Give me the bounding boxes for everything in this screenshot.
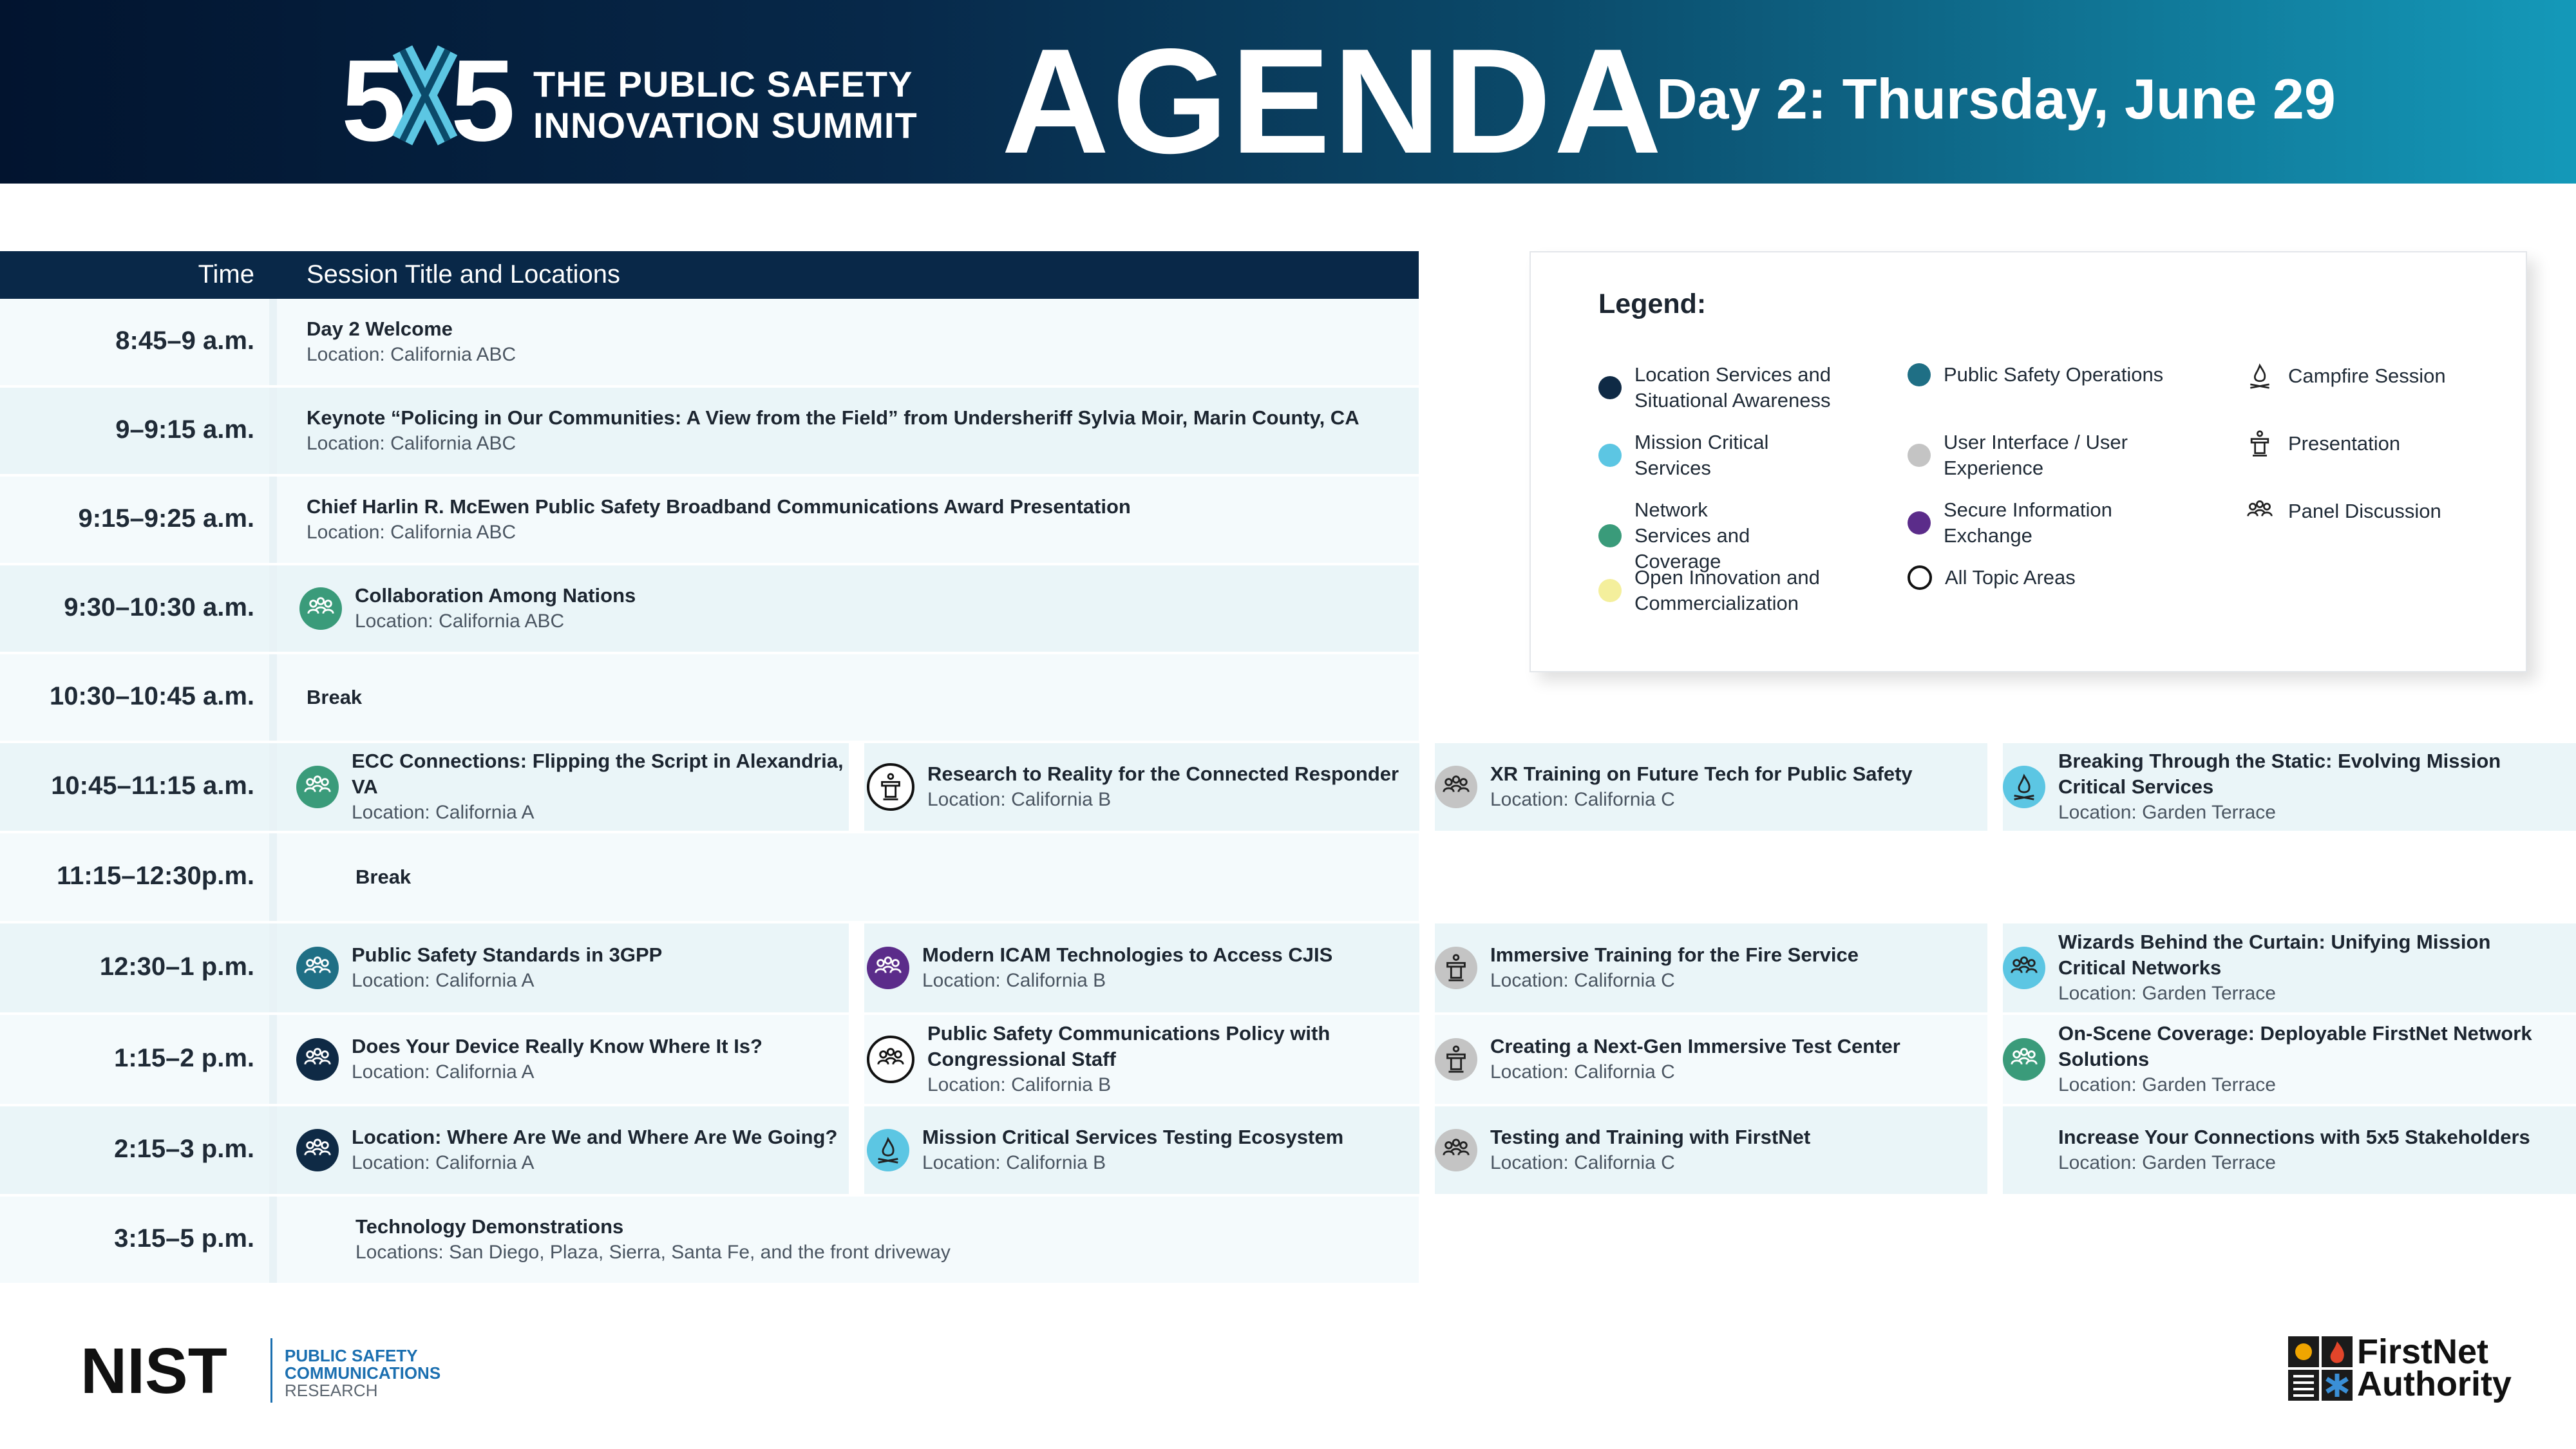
session-cell [867, 923, 1419, 1012]
cell-gap [849, 923, 864, 1012]
people-group-icon [296, 1129, 339, 1171]
session-text [355, 583, 636, 634]
session-text [927, 1021, 1419, 1098]
session-location: Location: California ABC [307, 522, 516, 543]
topic-dot-icon [1598, 376, 1622, 399]
session-cell [307, 477, 1414, 563]
legend-label: Presentation [2288, 432, 2401, 455]
campfire-icon [2246, 362, 2274, 390]
time-divider [269, 743, 277, 831]
session-cell [2003, 1106, 2557, 1194]
topic-dot-icon [1908, 363, 1931, 386]
session-text [307, 494, 1131, 545]
topic-dot-icon [1598, 579, 1622, 602]
cell-gap [1987, 1015, 2003, 1104]
session-cell [296, 1015, 849, 1104]
podium-icon [1435, 947, 1477, 989]
time-slot: 9–9:15 a.m. [115, 415, 254, 444]
cell-gap [1419, 1015, 1435, 1104]
session-location: Location: California B [922, 970, 1106, 991]
session-text [1490, 1124, 1810, 1176]
session-location: Location: California B [927, 1074, 1112, 1095]
session-cell [2003, 743, 2557, 831]
session-location: Location: California C [1490, 789, 1675, 810]
day-subtitle: Day 2: Thursday, June 29 [1656, 67, 2336, 131]
session-text [922, 1124, 1343, 1176]
podium-icon [2246, 430, 2274, 458]
summit-name-line1: THE PUBLIC SAFETY [533, 64, 913, 104]
session-text [307, 316, 516, 368]
nist-sub-line1: PUBLIC SAFETY [285, 1346, 418, 1365]
session-title: Increase Your Connections with 5x5 Stakeholders [2058, 1126, 2530, 1148]
session-cell [2003, 923, 2557, 1012]
legend-label: Mission Critical Services [1634, 431, 1769, 479]
time-divider [269, 299, 277, 385]
cell-gap [1419, 743, 1435, 831]
time-divider [269, 1106, 277, 1194]
nist-logo-text: NIST [80, 1335, 227, 1407]
column-header-session: Session Title and Locations [307, 260, 620, 289]
legend-item-open-innovation [1598, 565, 1843, 616]
campfire-icon [2003, 766, 2045, 808]
table-row [0, 833, 2576, 923]
table-row [0, 923, 2576, 1015]
session-title: Collaboration Among Nations [355, 584, 636, 607]
session-text [352, 1124, 837, 1176]
session-text [307, 685, 362, 710]
session-location: Location: California C [1490, 970, 1675, 991]
legend-item-public-safety-ops [1908, 362, 2191, 388]
table-row [0, 1106, 2576, 1197]
people-group-icon [867, 1036, 914, 1083]
time-slot: 12:30–1 p.m. [99, 952, 254, 981]
footer-divider [270, 1338, 272, 1403]
session-cell [296, 743, 849, 831]
session-location: Locations: San Diego, Plaza, Sierra, Santa Fe, and the front driveway [355, 1242, 951, 1263]
session-text [352, 748, 849, 826]
time-slot: 10:45–11:15 a.m. [51, 772, 254, 800]
people-group-icon [2003, 947, 2045, 989]
session-text [1490, 1034, 1900, 1085]
legend-item-all-topics [1908, 565, 2191, 591]
time-slot: 9:15–9:25 a.m. [78, 504, 254, 533]
legend-label: Panel Discussion [2288, 500, 2441, 522]
session-title: Technology Demonstrations [355, 1215, 624, 1238]
session-title: ECC Connections: Flipping the Script in Alexandria, VA [352, 750, 844, 798]
session-text [1490, 761, 1913, 813]
session-location: Location: Garden Terrace [2058, 802, 2276, 823]
summit-name-line2: INNOVATION SUMMIT [533, 105, 918, 146]
cell-gap [1419, 1106, 1435, 1194]
session-title: Immersive Training for the Fire Service [1490, 943, 1859, 966]
session-text [2058, 929, 2557, 1007]
session-cell [307, 388, 1414, 474]
legend-item-network-services [1598, 497, 1843, 574]
svg-text:5: 5 [341, 36, 406, 166]
session-cell [2003, 1015, 2557, 1104]
time-slot: 11:15–12:30p.m. [57, 862, 254, 890]
legend-label: Open Innovation and Commercialization [1634, 566, 1820, 614]
cell-gap [849, 1015, 864, 1104]
session-text [355, 864, 411, 890]
session-title: Chief Harlin R. McEwen Public Safety Broadband Communications Award Presentation [307, 495, 1131, 518]
session-text [2058, 1124, 2530, 1176]
session-text [352, 1034, 762, 1085]
column-header-time: Time [198, 260, 254, 289]
people-group-icon [2246, 497, 2274, 526]
time-slot: 8:45–9 a.m. [115, 327, 254, 355]
session-title: Research to Reality for the Connected Responder [927, 762, 1399, 785]
legend-label: All Topic Areas [1945, 566, 2076, 589]
topic-dot-icon [1908, 511, 1931, 535]
cell-gap [1987, 923, 2003, 1012]
legend-title: Legend: [1598, 289, 1707, 319]
session-title: On-Scene Coverage: Deployable FirstNet Network Solutions [2058, 1022, 2532, 1070]
session-cell [296, 1106, 849, 1194]
firstnet-logo-icon [2288, 1336, 2353, 1401]
session-cell [307, 654, 1414, 741]
session-title: Mission Critical Services Testing Ecosystem [922, 1126, 1344, 1148]
time-divider [269, 1015, 277, 1104]
people-group-icon [2003, 1038, 2045, 1081]
page-title: AGENDA [1001, 18, 1665, 185]
time-slot: 10:30–10:45 a.m. [49, 682, 254, 710]
svg-text:5: 5 [451, 36, 516, 166]
legend-item-panel [2246, 497, 2441, 526]
firstnet-logo-line1: FirstNet [2357, 1332, 2489, 1371]
session-title: Keynote “Policing in Our Communities: A View from the Field” from Undersheriff Sylvia Moir, Marin County, CA [307, 406, 1359, 429]
session-cell [867, 743, 1419, 831]
cell-gap [1987, 1106, 2003, 1194]
session-location: Location: California B [927, 789, 1112, 810]
session-location: Location: California ABC [307, 433, 516, 454]
session-location: Location: California C [1490, 1152, 1675, 1173]
session-location: Location: California A [352, 1152, 535, 1173]
session-text [1490, 942, 1859, 994]
campfire-icon [867, 1129, 909, 1171]
session-location: Location: California ABC [355, 611, 565, 632]
legend-label: Location Services and Situational Awareness [1634, 363, 1832, 412]
time-divider [269, 1197, 277, 1283]
session-cell [299, 565, 1407, 652]
nist-subtitle [285, 1347, 440, 1399]
podium-icon [1435, 1038, 1477, 1081]
legend-item-campfire [2246, 362, 2446, 390]
session-location: Location: Garden Terrace [2058, 1074, 2276, 1095]
legend-panel [1530, 251, 2527, 672]
legend-label: Campfire Session [2288, 365, 2446, 387]
session-title: Testing and Training with FirstNet [1490, 1126, 1811, 1148]
session-cell [307, 299, 1414, 385]
time-divider [269, 388, 277, 474]
agenda-table-header [0, 251, 1419, 299]
session-title: Public Safety Communications Policy with Congressional Staff [927, 1022, 1331, 1070]
people-group-icon [296, 947, 339, 989]
people-group-icon [1435, 1129, 1477, 1171]
session-title: Breaking Through the Static: Evolving Mission Critical Services [2058, 750, 2501, 798]
session-title: Location: Where Are We and Where Are We Going? [352, 1126, 838, 1148]
session-title: Break [355, 866, 412, 888]
legend-label: Public Safety Operations [1944, 363, 2164, 386]
session-title: XR Training on Future Tech for Public Safety [1490, 762, 1913, 785]
cell-gap [849, 743, 864, 831]
session-text [355, 1214, 951, 1265]
legend-item-secure-info [1908, 497, 2191, 549]
5x5-logo [341, 36, 516, 166]
people-group-icon [299, 587, 342, 630]
session-title: Break [307, 686, 363, 708]
cell-gap [849, 1106, 864, 1194]
legend-label: User Interface / User Experience [1944, 431, 2128, 479]
session-cell [1435, 1106, 1987, 1194]
legend-item-presentation [2246, 430, 2400, 458]
session-location: Location: California A [352, 802, 535, 823]
time-divider [269, 833, 277, 921]
people-group-icon [296, 1038, 339, 1081]
session-title: Public Safety Standards in 3GPP [352, 943, 663, 966]
table-row [0, 1015, 2576, 1106]
legend-item-ui-ux [1908, 430, 2191, 481]
table-row [0, 1197, 2576, 1285]
legend-item-mission-critical [1598, 430, 1843, 481]
time-divider [269, 477, 277, 563]
people-group-icon [296, 766, 339, 808]
session-location: Location: California A [352, 970, 535, 991]
topic-dot-icon [1598, 444, 1622, 467]
session-location: Location: California A [352, 1061, 535, 1083]
topic-dot-icon [1908, 444, 1931, 467]
session-title: Modern ICAM Technologies to Access CJIS [922, 943, 1333, 966]
nist-sub-line2: COMMUNICATIONS [285, 1363, 441, 1383]
session-cell [1435, 923, 1987, 1012]
podium-icon [867, 763, 914, 811]
time-slot: 3:15–5 p.m. [114, 1224, 254, 1253]
people-group-icon [1435, 766, 1477, 808]
time-slot: 1:15–2 p.m. [114, 1044, 254, 1072]
time-divider [269, 654, 277, 741]
session-cell [867, 1015, 1419, 1104]
time-divider [269, 923, 277, 1012]
session-title: Does Your Device Really Know Where It Is? [352, 1035, 762, 1057]
session-text [2058, 1021, 2557, 1098]
time-slot: 2:15–3 p.m. [114, 1135, 254, 1163]
cell-gap [1419, 923, 1435, 1012]
session-location: Location: California ABC [307, 344, 516, 365]
agenda-header [0, 0, 2576, 184]
session-cell [867, 1106, 1419, 1194]
session-title: Creating a Next-Gen Immersive Test Center [1490, 1035, 1900, 1057]
session-title: Day 2 Welcome [307, 317, 453, 340]
table-row [0, 743, 2576, 833]
nist-sub-line3: RESEARCH [285, 1381, 378, 1400]
session-location: Location: California C [1490, 1061, 1675, 1083]
time-slot: 9:30–10:30 a.m. [64, 593, 254, 621]
session-cell [1435, 743, 1987, 831]
cell-gap [1987, 743, 2003, 831]
session-text [307, 405, 1359, 457]
session-location: Location: Garden Terrace [2058, 1152, 2276, 1173]
topic-dot-icon [1598, 524, 1622, 547]
legend-label: Secure Information Exchange [1944, 498, 2112, 547]
people-group-icon [867, 947, 909, 989]
session-cell [296, 923, 849, 1012]
nist-logo [80, 1335, 267, 1407]
session-title: Wizards Behind the Curtain: Unifying Mission Critical Networks [2058, 931, 2491, 979]
session-text [927, 761, 1399, 813]
time-divider [269, 565, 277, 652]
legend-item-location-services [1598, 362, 1843, 413]
session-location: Location: California B [922, 1152, 1106, 1173]
session-text [2058, 748, 2557, 826]
session-cell [1435, 1015, 1987, 1104]
legend-label: Network Services and Coverage [1634, 498, 1750, 573]
session-location: Location: Garden Terrace [2058, 983, 2276, 1004]
firstnet-logo-line2: Authority [2357, 1365, 2512, 1403]
session-cell [355, 1197, 1463, 1283]
topic-dot-icon [1908, 565, 1932, 590]
session-cell [355, 833, 1463, 921]
session-text [922, 942, 1332, 994]
session-text [352, 942, 662, 994]
